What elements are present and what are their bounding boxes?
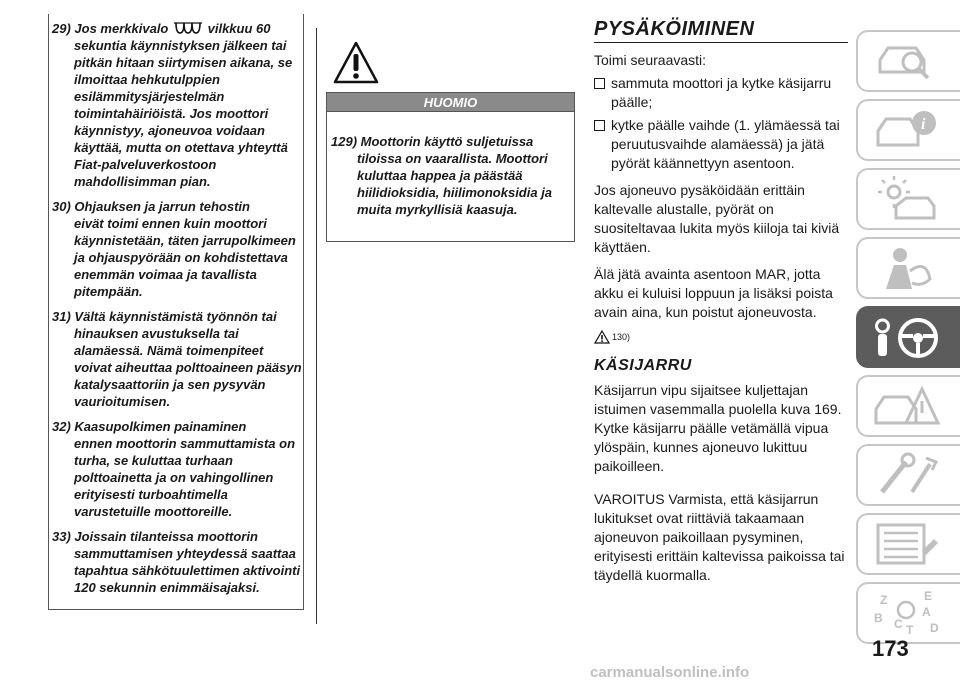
note-text: sekuntia käynnistyksen jälkeen tai pitkän hitaan siirtymisen aikana, se ilmoittaa hehkutulppien esilämmitysjärjestelmän toimintahäiriöistä. Jos moottori käynnistyy, ajoneuvoa voidaan käyttää, mutta on otettava yhteyttä Fiat-palveluverkostoon mahdollisimman pian. xyxy=(74,38,293,189)
small-warning-icon xyxy=(594,330,610,344)
note-text: eivät toimi ennen kuin moottori käynnistetään, täten jarrupolkimeen ja ohjauspyörään on kohdistettava enemmän voimaa ja tavallista pitempään. xyxy=(74,216,296,299)
tab-emergency[interactable] xyxy=(856,375,960,437)
paragraph: Käsijarrun vipu sijaitsee kuljettajan istuimen vasemmalla puolella kuva 169. Kytke käsijarru päälle vetämällä vipua ylöspäin, kunnes ajoneuvo lukittuu paikoilleen. xyxy=(594,382,842,474)
index-letter: E xyxy=(924,590,933,603)
checkbox-bullet-icon xyxy=(594,78,605,89)
chapter-tabs xyxy=(856,30,960,651)
note-text-start: Joissain tilanteissa moottorin xyxy=(74,529,258,544)
tab-safety[interactable] xyxy=(856,237,960,299)
section-heading: PYSÄKÖIMINEN xyxy=(594,20,848,43)
note-number: 33) xyxy=(52,529,71,544)
note-31 xyxy=(52,308,302,410)
note-text-start: Kaasupolkimen painaminen xyxy=(74,419,247,434)
note-text-end: vilkkuu 60 xyxy=(207,21,271,36)
note-32 xyxy=(52,418,302,520)
list-item-text: sammuta moottori ja kytke käsijarru päälle; xyxy=(611,75,832,110)
key-steering-wheel-icon xyxy=(872,314,942,360)
list-item xyxy=(594,116,848,173)
list-item xyxy=(594,74,848,112)
note-text-start: Ohjauksen ja jarrun tehostin xyxy=(74,199,250,214)
paragraph: Jos ajoneuvo pysäköidään erittäin kaltevalle alustalle, pyörät on suositeltavaa lukita myös kiiloja tai kiviä käyttäen. xyxy=(594,182,840,255)
notes-column xyxy=(52,20,302,604)
checkbox-bullet-icon xyxy=(594,120,605,131)
index-letter: D xyxy=(930,621,939,635)
index-letter: T xyxy=(906,623,914,636)
warning-number: 129) xyxy=(331,134,358,149)
warning-text-rest: tiloissa on vaarallista. Moottori kuluttaa happea ja päästää hiilidioksidia, hiilimonoksidia ja muita myrkyllisiä kaasuja. xyxy=(357,151,553,217)
note-text: hinauksen avustuksella tai alamäessä. Nämä toimenpiteet voivat aiheuttaa polttoaineen pääsyn katalysaattoriin ja sen pysyvän vaurioitumisen. xyxy=(74,326,302,409)
airbag-safety-icon xyxy=(872,245,942,291)
tab-index[interactable] xyxy=(856,582,960,644)
note-33 xyxy=(52,528,302,596)
tab-starting-driving[interactable] xyxy=(856,306,960,368)
car-breakdown-icon xyxy=(872,383,942,429)
index-letter: Z xyxy=(880,593,888,607)
index-letter: B xyxy=(874,611,883,625)
page-number: 173 xyxy=(872,636,909,661)
warning-reference xyxy=(594,330,848,344)
car-search-icon xyxy=(872,38,942,84)
note-text: sammuttamisen yhteydessä saattaa tapahtua sähkötuulettimen aktivointi 120 sekunnin enimmäisajaksi. xyxy=(74,546,301,595)
glow-plug-icon xyxy=(172,21,204,35)
note-number: 32) xyxy=(52,419,71,434)
note-text-start: Jos merkkivalo xyxy=(74,21,169,36)
car-info-icon xyxy=(872,107,942,153)
note-30 xyxy=(52,198,302,300)
watermark[interactable]: carmanualsonline.info xyxy=(590,664,750,681)
note-number: 31) xyxy=(52,309,71,324)
tab-dashboard-lights[interactable] xyxy=(856,168,960,230)
note-number: 29) xyxy=(52,21,71,36)
parking-section xyxy=(594,20,848,585)
tab-car-info[interactable] xyxy=(856,99,960,161)
warning-triangle-icon xyxy=(333,40,379,86)
warning-text-start: Moottorin käyttö suljetuissa xyxy=(360,134,534,149)
dashboard-lights-icon xyxy=(872,176,942,222)
svg-text:i: i xyxy=(921,116,926,133)
paragraph: Älä jätä avainta asentoon MAR, jotta akku ei kuluisi loppuun ja lisäksi poista avain aina, kun poistut ajoneuvosta. xyxy=(594,266,833,320)
paragraph: VAROITUS Varmista, että käsijarrun lukitukset ovat riittäviä takaamaan ajoneuvon paikoillaan pysyminen, erityisesti erittäin kaltevissa paikoissa tai täydellä kuormalla. xyxy=(594,491,845,583)
index-letter: A xyxy=(922,605,931,619)
warning-title: HUOMIO xyxy=(326,92,575,112)
subsection-heading: KÄSIJARRU xyxy=(594,357,692,374)
note-text: ennen moottorin sammuttamista on turha, se kuluttaa turhaan polttoainetta ja on vahingollinen erityisesti turboahtimella varustetuille moottoreille. xyxy=(74,436,296,519)
tab-car-search[interactable] xyxy=(856,30,960,92)
tools-icon xyxy=(872,452,942,498)
note-text-start: Vältä käynnistämistä työnnön tai xyxy=(74,309,277,324)
note-29 xyxy=(52,20,302,190)
note-number: 30) xyxy=(52,199,71,214)
list-item-text: kytke päälle vaihde (1. ylämäessä tai peruutusvaihde alamäessä) ja jätä pyörät käännettyyn asentoon. xyxy=(611,117,840,171)
intro-text: Toimi seuraavasti: xyxy=(594,52,707,68)
index-letter: C xyxy=(894,617,903,631)
tab-maintenance[interactable] xyxy=(856,444,960,506)
specifications-list-icon xyxy=(872,521,942,567)
tab-specifications[interactable] xyxy=(856,513,960,575)
warning-reference-number: 130) xyxy=(612,332,631,342)
alphabetical-index-icon xyxy=(872,590,942,636)
warning-text xyxy=(331,133,571,218)
column-divider xyxy=(316,28,317,624)
